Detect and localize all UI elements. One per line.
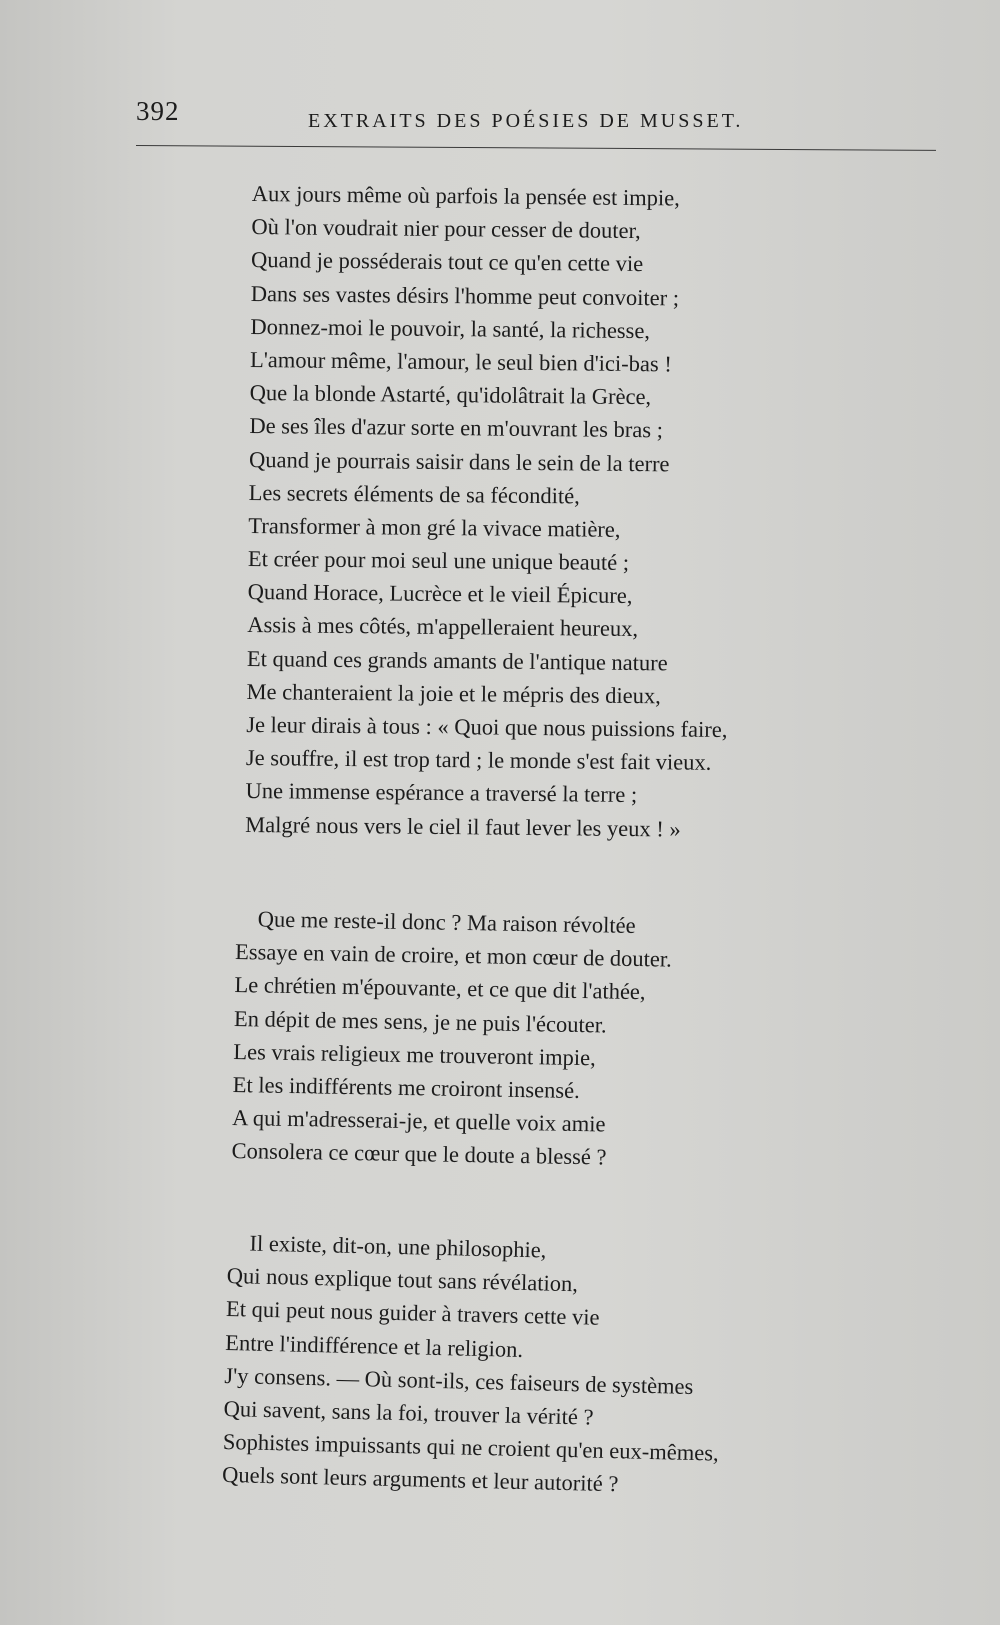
verse-line: Et qui peut nous guider à travers cette vie <box>225 1296 600 1331</box>
verse-line: Transformer à mon gré la vivace matière, <box>248 512 621 542</box>
verse-line: Quels sont leurs arguments et leur autorité ? <box>221 1462 619 1497</box>
verse-line: Quand je pourrais saisir dans le sein de la terre <box>248 446 670 476</box>
verse-line: Les vrais religieux me trouveront impie, <box>233 1038 596 1071</box>
verse-line: A qui m'adresserai-je, et quelle voix amie <box>232 1105 606 1137</box>
page-number: 392 <box>136 96 180 126</box>
header-rule <box>136 145 936 151</box>
verse-line: Consolera ce cœur que le doute a blessé ? <box>231 1138 607 1170</box>
verse-line: Et créer pour moi seul une unique beauté ; <box>247 546 630 576</box>
verse-line: Qui savent, sans la foi, trouver la vérité ? <box>223 1395 594 1430</box>
verse-line: Me chanteraient la joie et le mépris des dieux, <box>246 678 661 709</box>
verse-line: Où l'on voudrait nier pour cesser de douter, <box>251 214 641 244</box>
verse-line: Sophistes impuissants qui ne croient qu'en eux-mêmes, <box>222 1429 719 1466</box>
poem-stanza <box>245 177 733 846</box>
verse-line: Essaye en vain de croire, et mon cœur de douter. <box>234 939 673 972</box>
verse-line: L'amour même, l'amour, le seul bien d'ici-bas ! <box>249 346 672 377</box>
verse-line: Que la blonde Astarté, qu'idolâtrait la Grèce, <box>249 380 652 410</box>
poem-stanza <box>222 1226 724 1503</box>
poem-stanza <box>231 902 672 1175</box>
verse-line: Les secrets éléments de sa fécondité, <box>248 479 580 509</box>
verse-line: Que me reste-il donc ? Ma raison révoltée <box>257 906 636 938</box>
verse-line: Je souffre, il est trop tard ; le monde s'est fait vieux. <box>245 745 712 776</box>
verse-line: Et les indifférents me croiront insensé. <box>232 1071 580 1103</box>
verse-line: Je leur dirais à tous : « Quoi que nous puissions faire, <box>246 711 728 743</box>
running-title: EXTRAITS DES POÉSIES DE MUSSET. <box>308 110 744 132</box>
verse-line: De ses îles d'azur sorte en m'ouvrant les bras ; <box>249 413 664 443</box>
verse-line: Et quand ces grands amants de l'antique nature <box>246 645 668 676</box>
verse-line: Aux jours même où parfois la pensée est impie, <box>251 180 680 211</box>
verse-line: Donnez-moi le pouvoir, la santé, la richesse, <box>250 313 651 343</box>
verse-line: Malgré nous vers le ciel il faut lever les yeux ! » <box>245 811 681 842</box>
verse-line: Quand Horace, Lucrèce et le vieil Épicure, <box>247 579 633 609</box>
verse-line: Assis à mes côtés, m'appelleraient heureux, <box>247 612 639 642</box>
verse-line: J'y consens. — Où sont-ils, ces faiseurs de systèmes <box>224 1362 694 1399</box>
verse-line: Il existe, dit-on, une philosophie, <box>249 1230 547 1263</box>
verse-line: Le chrétien m'épouvante, et ce que dit l'athée, <box>234 972 646 1005</box>
verse-line: Dans ses vastes désirs l'homme peut convoiter ; <box>250 280 680 311</box>
verse-line: Une immense espérance a traversé la terre ; <box>245 778 638 808</box>
verse-line: Qui nous explique tout sans révélation, <box>226 1263 579 1297</box>
verse-line: En dépit de mes sens, je ne puis l'écouter. <box>233 1005 607 1038</box>
verse-line: Quand je posséderais tout ce qu'en cette vie <box>251 247 644 277</box>
verse-line: Entre l'indifférence et la religion. <box>224 1329 524 1362</box>
